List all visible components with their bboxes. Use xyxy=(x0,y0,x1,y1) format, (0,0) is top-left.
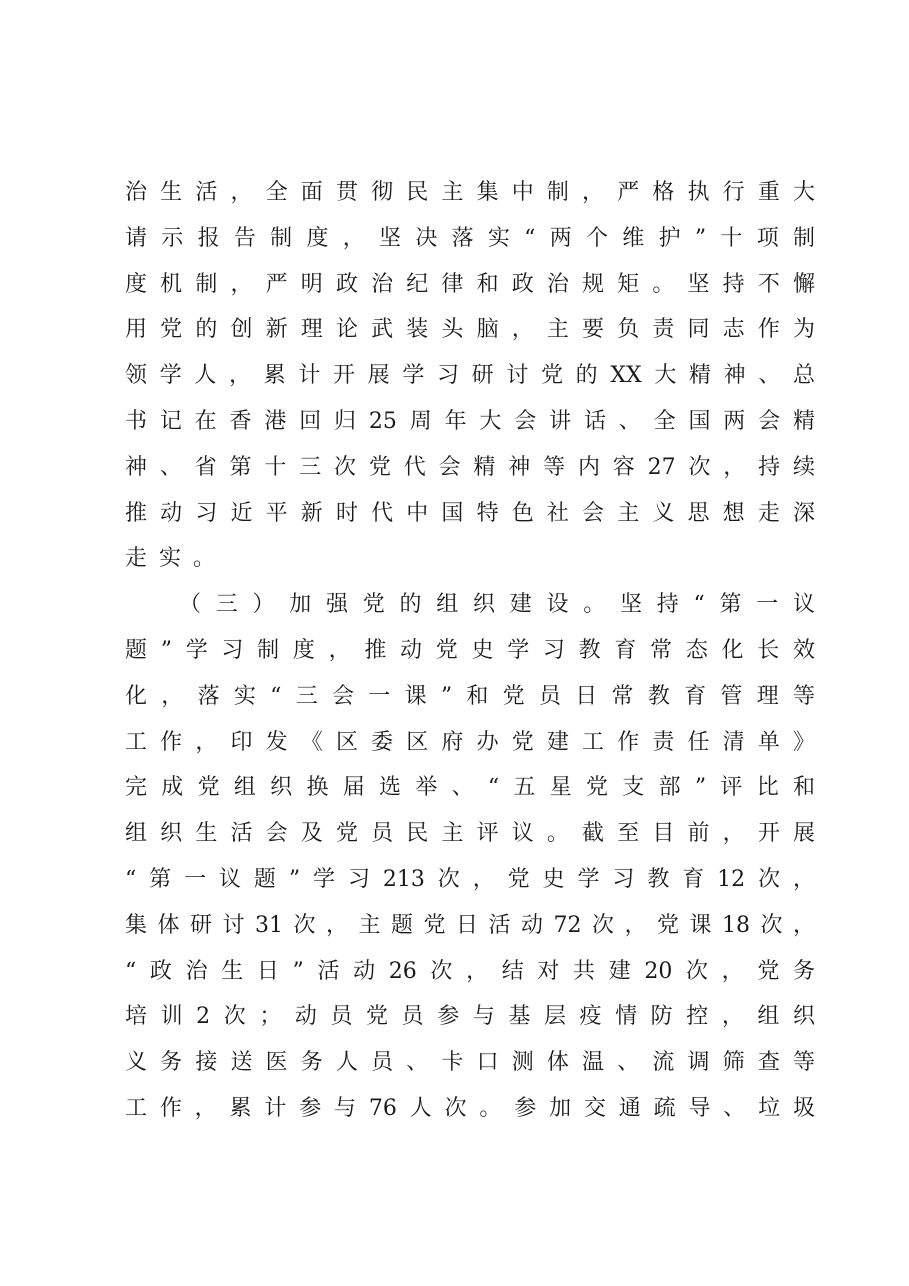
text-line: 领学人，累计开展学习研讨党的XX大精神、总 xyxy=(125,363,815,389)
text-line: 工作，累计参与76人次。参加交通疏导、垃圾 xyxy=(125,1095,815,1121)
text-line: 工作，印发《区委区府办党建工作责任清单》 xyxy=(125,729,815,755)
text-line: 书记在香港回归25周年大会讲话、全国两会精 xyxy=(125,408,815,434)
body-text xyxy=(125,170,815,1132)
text-line: 走实。 xyxy=(125,546,228,572)
text-line: 治生活，全面贯彻民主集中制，严格执行重大 xyxy=(125,180,815,205)
text-line: 题”学习制度，推动党史学习教育常态化长效 xyxy=(125,637,815,663)
text-line: 集体研讨31次，主题党日活动72次，党课18次， xyxy=(125,912,815,938)
text-line: 化，落实“三会一课”和党员日常教育管理等 xyxy=(125,683,815,709)
text-line: 神、省第十三次党代会精神等内容27次，持续 xyxy=(125,454,815,480)
text-line: 培训2次；动员党员参与基层疫情防控，组织 xyxy=(125,1004,815,1030)
text-line: 度机制，严明政治纪律和政治规矩。坚持不懈 xyxy=(125,271,815,297)
text-line: 请示报告制度，坚决落实“两个维护”十项制 xyxy=(125,225,815,251)
text-line: 推动习近平新时代中国特色社会主义思想走深 xyxy=(125,500,815,526)
text-line: 组织生活会及党员民主评议。截至目前，开展 xyxy=(125,821,815,847)
text-line: 用党的创新理论武装头脑，主要负责同志作为 xyxy=(125,317,815,343)
text-line: 完成党组织换届选举、“五星党支部”评比和 xyxy=(125,775,815,801)
text-line: 义务接送医务人员、卡口测体温、流调筛查等 xyxy=(125,1050,815,1076)
text-line: “第一议题”学习213次，党史学习教育12次， xyxy=(125,866,815,892)
section-heading-line: （三）加强党的组织建设。坚持“第一议 xyxy=(179,592,815,618)
text-line: “政治生日”活动26次，结对共建20次，党务 xyxy=(125,958,815,984)
